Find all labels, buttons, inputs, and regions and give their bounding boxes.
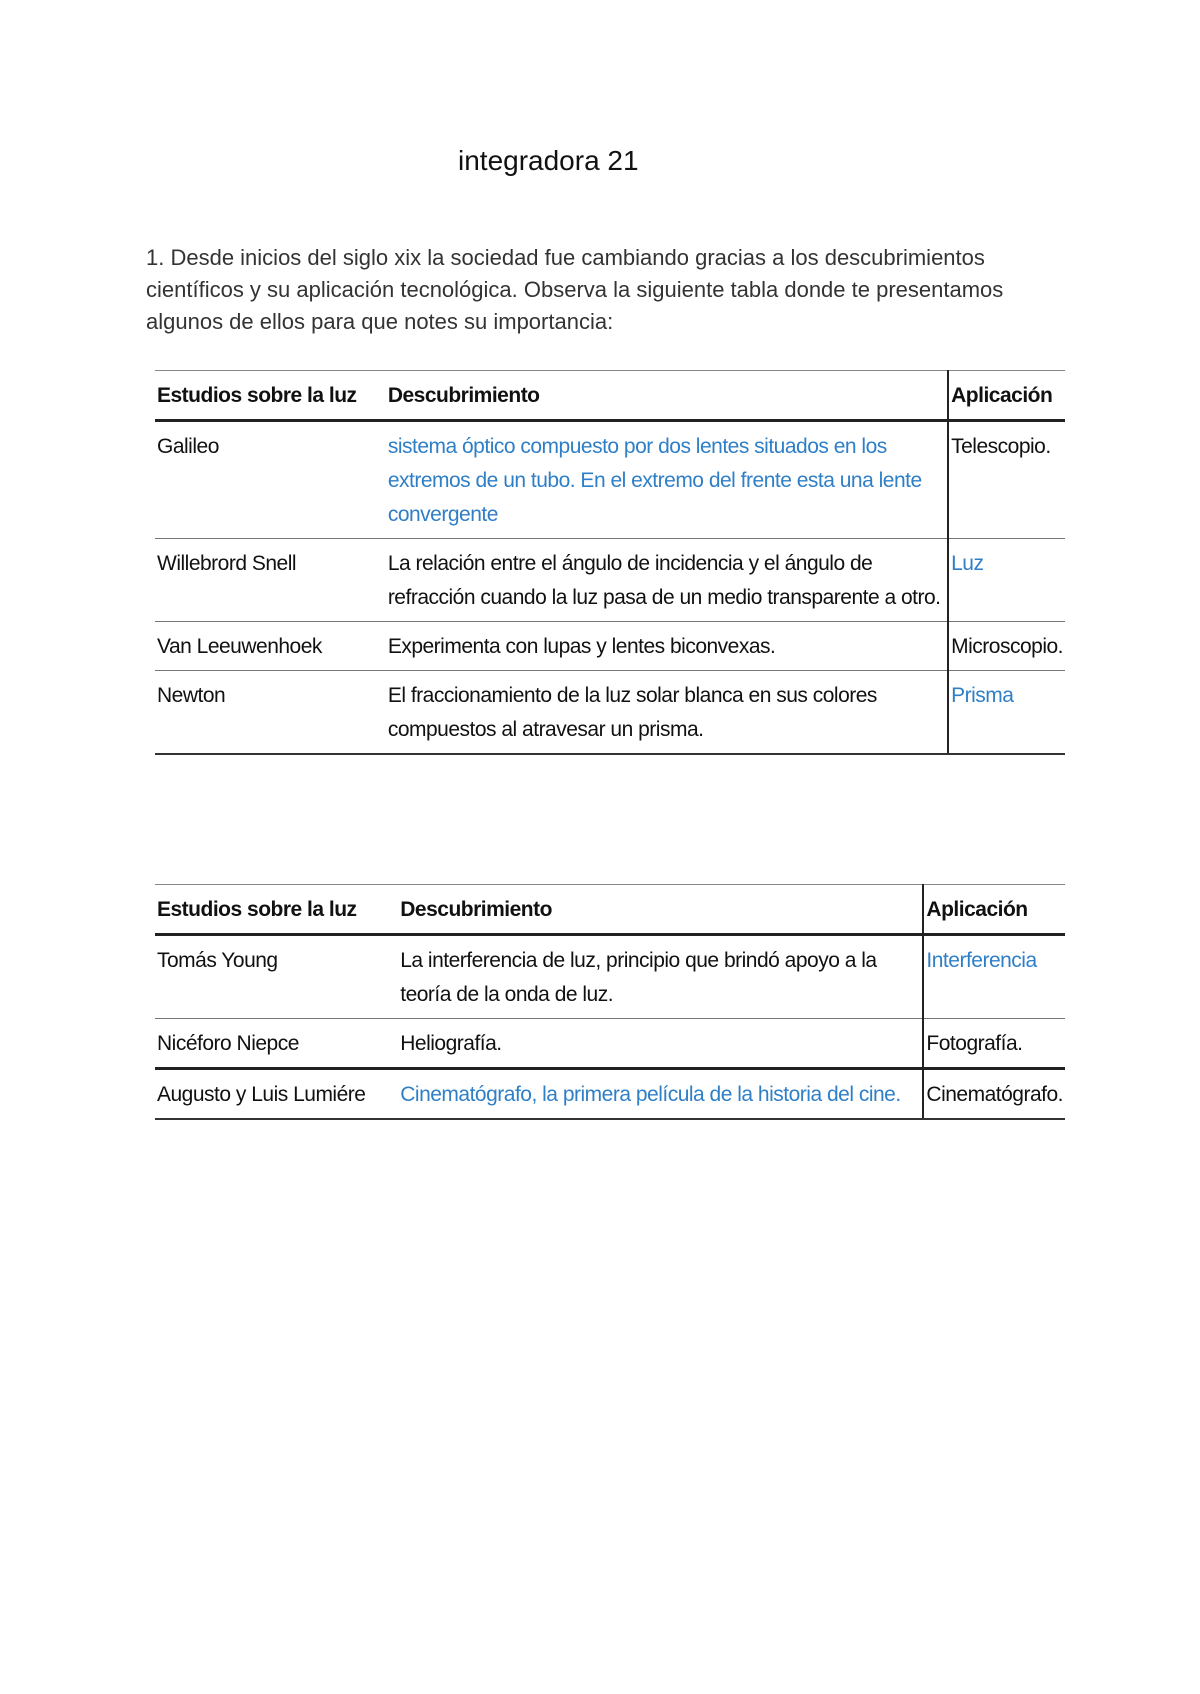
table-header-row <box>155 885 1065 935</box>
cell-scientist: Augusto y Luis Lumiére <box>155 1069 398 1120</box>
table-row <box>155 622 1065 671</box>
cell-discovery: El fraccionamiento de la luz solar blanca en sus colores compuestos al atravesar un prisma. <box>386 671 948 755</box>
cell-discovery: Heliografía. <box>398 1019 923 1069</box>
cell-application: Fotografía. <box>923 1019 1065 1069</box>
table-row <box>155 421 1065 539</box>
cell-application: Luz <box>948 539 1065 622</box>
cell-discovery: sistema óptico compuesto por dos lentes situados en los extremos de un tubo. En el extremo del frente esta una lente convergente <box>386 421 948 539</box>
cell-discovery: La interferencia de luz, principio que brindó apoyo a la teoría de la onda de luz. <box>398 935 923 1019</box>
header-application: Aplicación <box>948 371 1065 421</box>
cell-discovery: Experimenta con lupas y lentes biconvexas. <box>386 622 948 671</box>
cell-discovery: Cinematógrafo, la primera película de la historia del cine. <box>398 1069 923 1120</box>
table-row <box>155 1069 1065 1120</box>
header-studies: Estudios sobre la luz <box>155 371 386 421</box>
table-row <box>155 539 1065 622</box>
cell-application: Microscopio. <box>948 622 1065 671</box>
cell-scientist: Newton <box>155 671 386 755</box>
cell-scientist: Nicéforo Niepce <box>155 1019 398 1069</box>
table-row <box>155 1019 1065 1069</box>
table-row <box>155 935 1065 1019</box>
cell-scientist: Willebrord Snell <box>155 539 386 622</box>
cell-application: Prisma <box>948 671 1065 755</box>
cell-application: Cinematógrafo. <box>923 1069 1065 1120</box>
light-studies-table-1 <box>155 370 1065 755</box>
cell-application: Interferencia <box>923 935 1065 1019</box>
cell-scientist: Van Leeuwenhoek <box>155 622 386 671</box>
light-studies-table-2 <box>155 884 1065 1120</box>
header-discovery: Descubrimiento <box>386 371 948 421</box>
intro-text: 1. Desde inicios del siglo xix la sociedad fue cambiando gracias a los descubrimientos científicos y su aplicación tecnológica. Observa la siguiente tabla donde te presentamos algunos de ellos para que notes su importancia: <box>146 245 1004 334</box>
table-header-row <box>155 371 1065 421</box>
cell-discovery: La relación entre el ángulo de incidencia y el ángulo de refracción cuando la luz pasa de un medio transparente a otro. <box>386 539 948 622</box>
intro-paragraph <box>146 242 1076 338</box>
cell-application: Telescopio. <box>948 421 1065 539</box>
header-studies: Estudios sobre la luz <box>155 885 398 935</box>
cell-scientist: Tomás Young <box>155 935 398 1019</box>
header-application: Aplicación <box>923 885 1065 935</box>
table-row <box>155 671 1065 755</box>
document-title: integradora 21 <box>458 145 639 176</box>
header-discovery: Descubrimiento <box>398 885 923 935</box>
cell-scientist: Galileo <box>155 421 386 539</box>
